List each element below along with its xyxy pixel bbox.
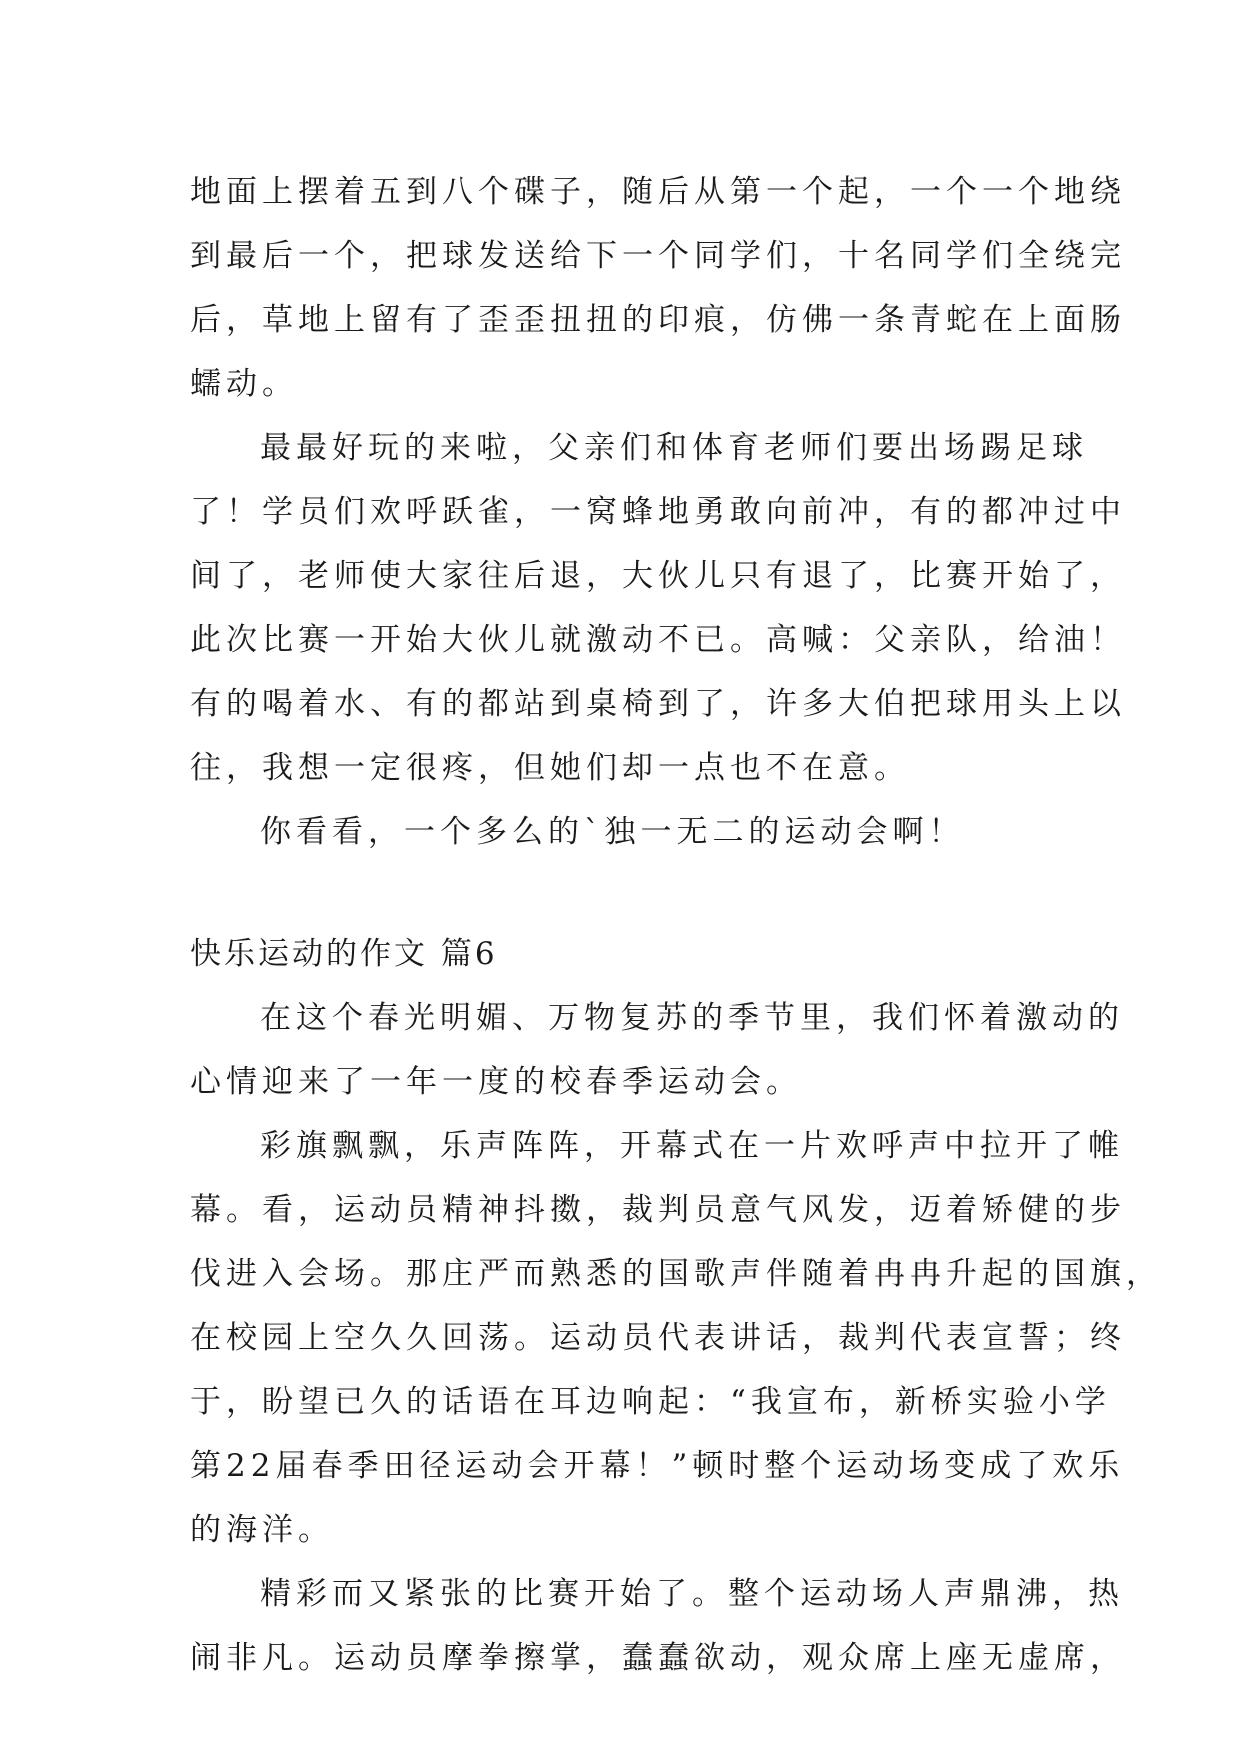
text-line: 往，我想一定很疼，但她们却一点也不在意。 — [190, 750, 910, 786]
text-line: 于，盼望已久的话语在耳边响起：“我宣布，新桥实验小学 — [190, 1384, 1111, 1420]
text-line: 间了，老师使大家往后退，大伙儿只有退了，比赛开始了， — [190, 558, 1126, 594]
text-line: 到最后一个，把球发送给下一个同学们，十名同学们全绕完 — [190, 238, 1126, 274]
text-line: 有的喝着水、有的都站到桌椅到了，许多大伯把球用头上以 — [190, 686, 1126, 722]
text-line: 后，草地上留有了歪歪扭扭的印痕，仿佛一条青蛇在上面肠 — [190, 302, 1126, 338]
section-gap — [190, 864, 1060, 922]
text-line: 在这个春光明媚、万物复苏的季节里，我们怀着激动的 — [260, 1000, 1124, 1036]
text-line: 最最好玩的来啦，父亲们和体育老师们要出场踢足球 — [260, 430, 1088, 466]
paragraph — [190, 986, 1124, 1114]
paragraph — [190, 1562, 1126, 1690]
text-line: 此次比赛一开始大伙儿就激动不已。高喊：父亲队，给油！ — [190, 622, 1126, 658]
text-line: 地面上摆着五到八个碟子，随后从第一个起，一个一个地绕 — [190, 174, 1126, 210]
text-line: 在校园上空久久回荡。运动员代表讲话，裁判代表宣誓；终 — [190, 1320, 1126, 1356]
text-line: 的海洋。 — [190, 1512, 334, 1548]
text-line: 幕。看，运动员精神抖擞，裁判员意气风发，迈着矫健的步 — [190, 1192, 1126, 1228]
paragraph — [190, 416, 1126, 800]
document-page — [190, 160, 1162, 1690]
paragraph — [190, 1114, 1162, 1562]
text-line: 精彩而又紧张的比赛开始了。整个运动场人声鼎沸，热 — [260, 1576, 1124, 1612]
paragraph — [190, 160, 1126, 416]
text-line: 了！学员们欢呼跃雀，一窝蜂地勇敢向前冲，有的都冲过中 — [190, 494, 1126, 530]
text-line: 彩旗飘飘，乐声阵阵，开幕式在一片欢呼声中拉开了帷 — [260, 1128, 1124, 1164]
section-heading: 快乐运动的作文 篇6 — [190, 936, 498, 972]
text-line: 闹非凡。运动员摩拳擦掌，蠢蠢欲动，观众席上座无虚席， — [190, 1640, 1126, 1676]
text-line: 你看看，一个多么的`独一无二的运动会啊！ — [260, 814, 965, 850]
text-line: 心情迎来了一年一度的校春季运动会。 — [190, 1064, 802, 1100]
paragraph — [190, 800, 1060, 864]
text-line: 蠕动。 — [190, 366, 298, 402]
text-line: 伐进入会场。那庄严而熟悉的国歌声伴随着冉冉升起的国旗， — [190, 1256, 1162, 1292]
text-line: 第22届春季田径运动会开幕！”顿时整个运动场变成了欢乐 — [190, 1448, 1125, 1484]
